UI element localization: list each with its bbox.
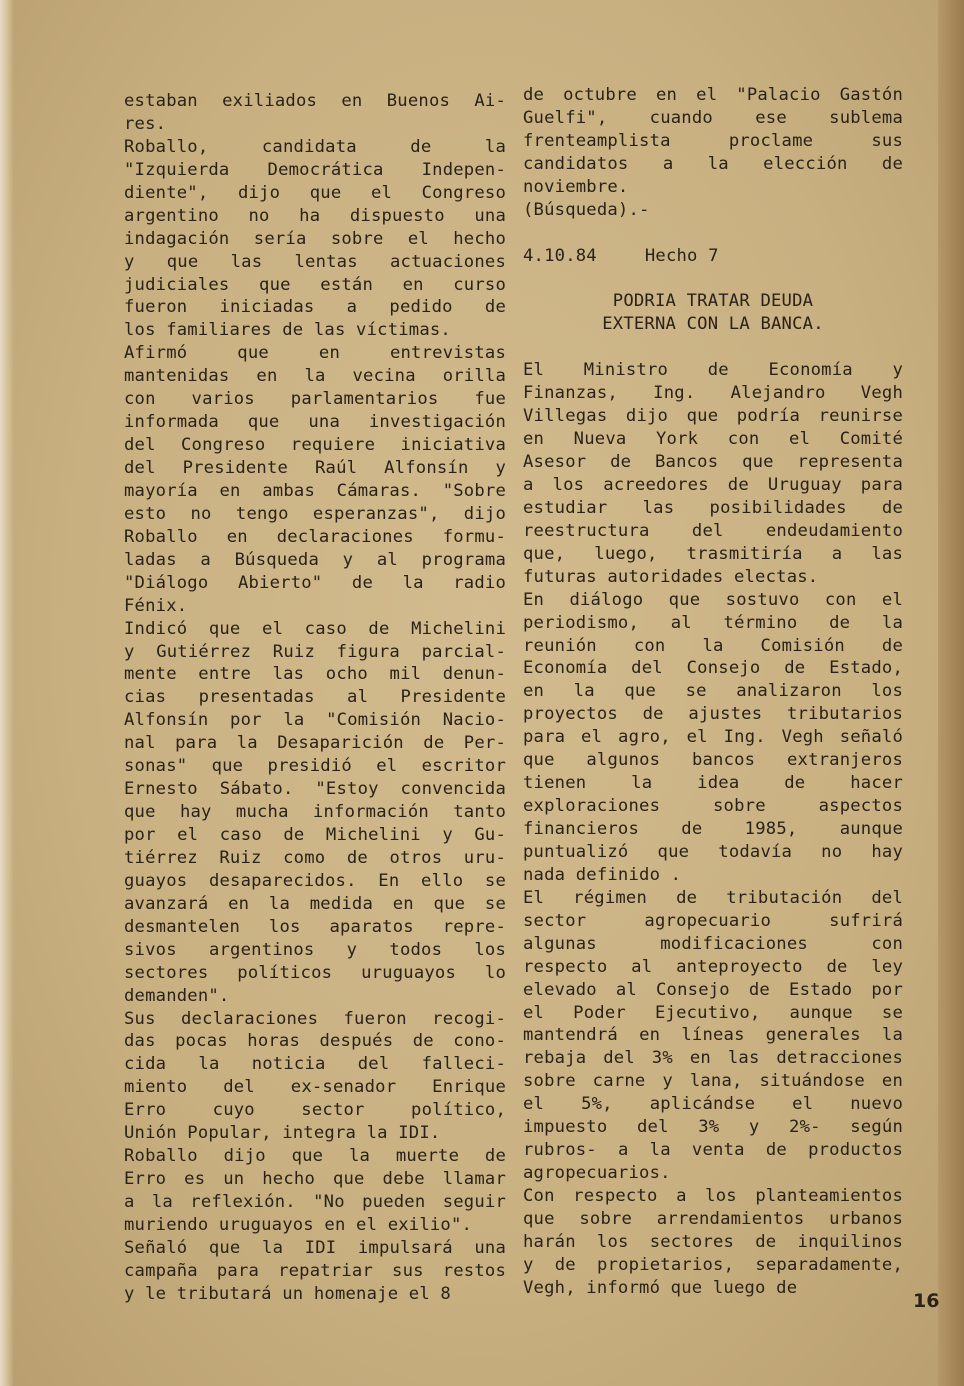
text-line: Villegas dijo que podría reunirse: [523, 406, 903, 427]
text-line: periodismo, al término de la: [523, 612, 903, 633]
article-body: [523, 359, 903, 1299]
page-number: 16: [913, 1290, 940, 1312]
text-line: indagación sería sobre el hecho: [124, 228, 506, 249]
text-line: nada definido .: [523, 864, 682, 885]
right-column-continuation: [523, 84, 903, 222]
text-line: tienen la idea de hacer: [523, 773, 903, 794]
text-line: cida la noticia del falleci-: [124, 1054, 506, 1075]
text-line: campaña para repatriar sus restos: [124, 1260, 506, 1281]
text-line: res.: [124, 113, 167, 134]
text-line: Roballo, candidata de la: [124, 136, 506, 157]
text-line: informada que una investigación: [124, 412, 506, 433]
text-line: que, luego, trasmitiría a las: [523, 543, 903, 564]
text-line: noviembre.: [523, 176, 629, 197]
text-line: y le tributará un homenaje el 8: [124, 1283, 451, 1304]
text-line: sector agropecuario sufrirá: [523, 910, 903, 931]
text-line: Erro cuyo sector político,: [124, 1100, 506, 1121]
text-line: En diálogo que sostuvo con el: [523, 589, 903, 610]
text-line: Fénix.: [124, 595, 188, 616]
text-line: en la que se analizaron los: [523, 681, 903, 702]
headline-line-1: PODRIA TRATAR DEUDA: [612, 291, 814, 312]
text-line: exploraciones sobre aspectos: [523, 796, 903, 817]
spacer: [523, 268, 903, 291]
text-line: fueron iniciadas a pedido de: [124, 297, 506, 318]
text-line: rebaja del 3% en las detracciones: [523, 1048, 903, 1069]
text-line: candidatos a la elección de: [523, 153, 903, 174]
text-line: El Ministro de Economía y: [523, 360, 903, 381]
text-line: en Nueva York con el Comité: [523, 429, 903, 450]
text-line: argentino no ha dispuesto una: [124, 205, 506, 226]
text-line: mantenidas en la vecina orilla: [124, 366, 506, 387]
text-line: miento del ex-senador Enrique: [124, 1077, 506, 1098]
text-line: Asesor de Bancos que representa: [523, 452, 903, 472]
text-line: reunión con la Comisión de: [523, 635, 903, 656]
text-line: futuras autoridades electas.: [523, 566, 819, 587]
text-line: sobre carne y lana, situándose en: [523, 1071, 903, 1092]
spacer: [523, 222, 903, 245]
text-line: impuesto del 3% y 2%- según: [523, 1117, 903, 1138]
text-line: Sus declaraciones fueron recogi-: [124, 1008, 506, 1029]
text-line: Roballo dijo que la muerte de: [124, 1146, 506, 1167]
text-line: esto no tengo esperanzas", dijo: [124, 503, 506, 524]
text-line: el Poder Ejecutivo, aunque se: [523, 1002, 903, 1023]
text-line: el 5%, aplicándse el nuevo: [523, 1094, 903, 1115]
text-line: a los acreedores de Uruguay para: [523, 474, 903, 495]
text-line: Guelfi", cuando ese sublema: [523, 107, 903, 128]
text-line: financieros de 1985, aunque: [523, 819, 903, 839]
text-line: estudiar las posibilidades de: [523, 497, 903, 518]
left-column: [124, 90, 506, 1306]
text-line: (Búsqueda).-: [523, 199, 650, 220]
text-line: Afirmó que en entrevistas: [124, 343, 506, 364]
text-line: demanden".: [124, 985, 230, 1006]
text-line: diente", dijo que el Congreso: [124, 182, 506, 203]
text-line: del Presidente Raúl Alfonsín y: [124, 458, 506, 478]
text-line: proyectos de ajustes tributarios: [523, 704, 903, 725]
text-line: mayoría en ambas Cámaras. "Sobre: [124, 480, 506, 501]
text-line: y que las lentas actuaciones: [124, 251, 506, 272]
text-line: desmantelen los aparatos repre-: [124, 916, 506, 937]
text-line: y Gutiérrez Ruiz figura parcial-: [124, 641, 506, 662]
text-line: Ernesto Sábato. "Estoy convencida: [124, 779, 506, 800]
text-line: Erro es un hecho que debe llamar: [124, 1169, 506, 1190]
text-line: Roballo en declaraciones formu-: [124, 526, 506, 547]
text-line: por el caso de Michelini y Gu-: [124, 825, 506, 845]
text-line: Unión Popular, integra la IDI.: [124, 1123, 441, 1144]
text-line: "Diálogo Abierto" de la radio: [124, 572, 506, 593]
text-line: y de propietarios, separadamente,: [523, 1254, 903, 1275]
text-line: Con respecto a los planteamientos: [523, 1186, 903, 1206]
text-line: tiérrez Ruiz como de otros uru-: [124, 847, 506, 868]
text-line: cias presentadas al Presidente: [124, 687, 506, 708]
text-line: Indicó que el caso de Michelini: [124, 618, 506, 639]
text-line: Vegh, informó que luego de: [523, 1277, 798, 1298]
text-line: que sobre arrendamientos urbanos: [523, 1208, 903, 1229]
text-line: das pocas horas después de cono-: [124, 1031, 506, 1052]
text-line: sectores políticos uruguayos lo: [124, 962, 506, 983]
text-line: Finanzas, Ing. Alejandro Vegh: [523, 383, 903, 404]
text-line: del Congreso requiere iniciativa: [124, 435, 506, 456]
text-line: Economía del Consejo de Estado,: [523, 658, 903, 679]
dateline-date: 4.10.84: [523, 245, 597, 266]
text-line: rubros- a la venta de productos: [523, 1140, 903, 1161]
text-line: frenteamplista proclame sus: [523, 130, 903, 151]
text-line: algunas modificaciones con: [523, 933, 903, 954]
text-line: estaban exiliados en Buenos Ai-: [124, 91, 506, 111]
text-line: de octubre en el "Palacio Gastón: [523, 85, 903, 105]
text-line: "Izquierda Democrática Indepen-: [124, 159, 506, 180]
text-line: Alfonsín por la "Comisión Nacio-: [124, 710, 506, 731]
dateline-label: Hecho 7: [644, 245, 719, 266]
page-right-edge: [938, 0, 964, 1386]
text-line: respecto al anteproyecto de ley: [523, 956, 903, 977]
text-line: nal para la Desaparición de Per-: [124, 733, 506, 754]
text-line: elevado al Consejo de Estado por: [523, 979, 903, 1000]
page-left-edge: [0, 0, 14, 1386]
text-line: a la reflexión. "No pueden seguir: [124, 1192, 506, 1212]
spacer: [523, 336, 903, 359]
right-column: [523, 84, 903, 1300]
text-line: los familiares de las víctimas.: [124, 320, 451, 341]
text-line: puntualizó que todavía no hay: [523, 841, 903, 862]
text-line: que hay mucha información tanto: [124, 802, 506, 823]
text-line: que algunos bancos extranjeros: [523, 750, 903, 771]
text-line: mente entre las ocho mil denun-: [124, 664, 506, 685]
text-line: agropecuarios.: [523, 1163, 671, 1184]
text-line: sonas" que presidió el escritor: [124, 756, 506, 777]
text-line: El régimen de tributación del: [523, 887, 903, 908]
text-line: ladas a Búsqueda y al programa: [124, 549, 506, 570]
text-line: guayos desaparecidos. En ello se: [124, 870, 506, 891]
text-line: sivos argentinos y todos los: [124, 939, 506, 960]
text-line: con varios parlamentarios fue: [124, 389, 506, 410]
text-line: judiciales que están en curso: [124, 274, 506, 295]
text-line: para el agro, el Ing. Vegh señaló: [523, 727, 903, 748]
text-line: muriendo uruguayos en el exilio".: [124, 1214, 473, 1235]
text-line: mantendrá en líneas generales la: [523, 1025, 903, 1046]
dateline: [523, 245, 903, 268]
text-line: harán los sectores de inquilinos: [523, 1231, 903, 1252]
text-line: avanzará en la medida en que se: [124, 893, 506, 914]
text-line: Señaló que la IDI impulsará una: [124, 1237, 506, 1258]
text-line: reestructura del endeudamiento: [523, 520, 903, 541]
headline-line-2: EXTERNA CON LA BANCA.: [602, 314, 824, 335]
